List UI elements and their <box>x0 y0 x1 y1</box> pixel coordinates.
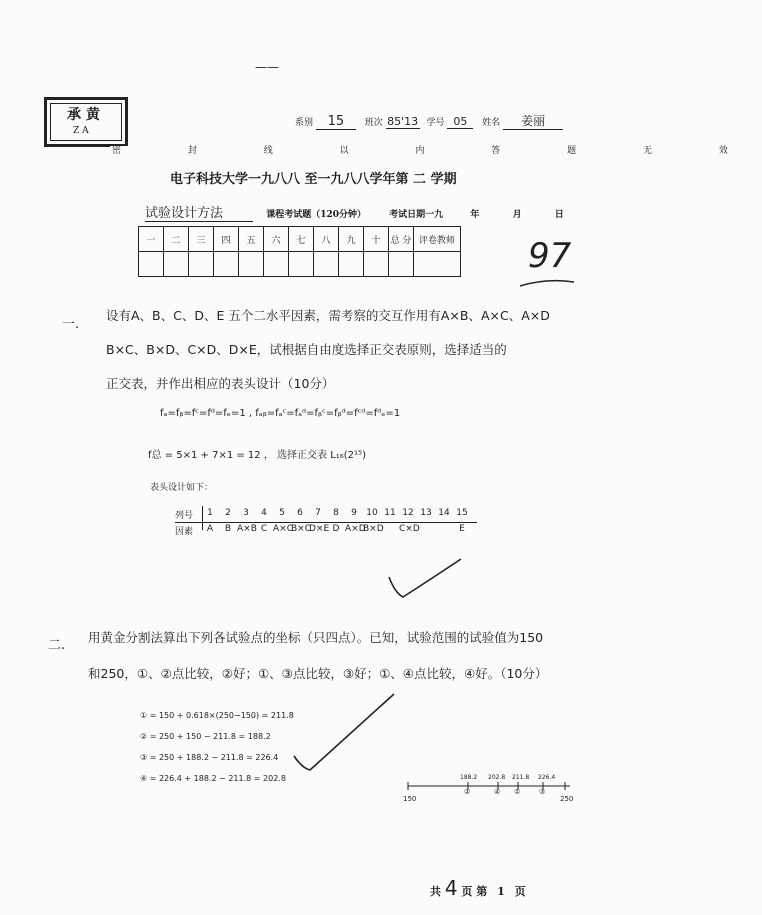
class-value: 85'13 <box>387 115 419 128</box>
score-header: 二 <box>164 227 189 252</box>
q2-line1: 用黄金分割法算出下列各试验点的坐标（只四点）。已知，试验范围的试验值为150 <box>88 630 544 645</box>
design-col: 13 <box>420 508 432 518</box>
axis-point-label: 226.4 <box>538 774 556 781</box>
name-value: 姜丽 <box>503 112 563 130</box>
axis-point-label: 202.8 <box>488 774 506 781</box>
design-col: 6 <box>297 508 303 518</box>
design-factor: A×C <box>273 524 293 534</box>
score-table-value-row <box>139 252 461 277</box>
score-header: 一 <box>139 227 164 252</box>
score-header: 七 <box>289 227 314 252</box>
q1-formula2: f总 = 5×1 + 7×1 = 12 ， 选择正交表 L₁₆(2¹⁵) <box>148 450 366 461</box>
design-factor: B <box>224 524 232 534</box>
design-factor: C×D <box>399 524 420 534</box>
design-factor: D×E <box>309 524 330 534</box>
axis-end-label: 250 <box>560 795 574 803</box>
axis-point-label: 211.8 <box>512 774 530 781</box>
stamp-line2: Z A <box>73 126 89 136</box>
stamp-line1: 承 黄 <box>67 107 100 123</box>
q2-line2: 和250，①、②点比较，②好；①、③点比较，③好；①、④点比较，④好。（10分） <box>88 666 548 681</box>
design-col: 8 <box>333 508 339 518</box>
design-factor <box>435 524 453 537</box>
course-name: 试验设计方法 <box>145 202 253 222</box>
design-factor: D <box>332 524 340 534</box>
dept-label: 系别 <box>295 118 314 128</box>
score-underline <box>518 276 578 290</box>
score-cell <box>214 252 239 277</box>
top-mark: —— <box>255 60 279 74</box>
design-divider <box>202 506 203 530</box>
design-col: 3 <box>243 508 249 518</box>
score-cell <box>364 252 389 277</box>
score-header: 八 <box>314 227 339 252</box>
design-col: 10 <box>366 508 378 518</box>
id-value: 05 <box>447 115 473 129</box>
score-header: 四 <box>214 227 239 252</box>
footer-page-suffix: 页 <box>514 885 526 898</box>
dept-value: 15 <box>316 114 356 130</box>
class-label: 班次 <box>364 118 383 128</box>
axis-point-mark: ④ <box>494 788 501 796</box>
exam-title: 电子科技大学一九八八 至一九八八学年第 二 学期 <box>170 172 457 187</box>
design-factor: C <box>260 524 268 534</box>
score-table-header-row <box>139 227 461 252</box>
score-cell <box>414 252 461 277</box>
score-cell <box>264 252 289 277</box>
design-col: 4 <box>261 508 267 518</box>
design-col: 14 <box>438 508 450 518</box>
q1-formula1: fₐ=fᵦ=fᶜ=fᵈ=fₑ=1 , fₐᵦ=fₐᶜ=fₐᵈ=fᵦᶜ=fᵦᵈ=fᶜᵈ=fᵈₑ=1 <box>160 408 401 419</box>
q1-line3: 正交表，并作出相应的表头设计（10分） <box>106 376 335 391</box>
q2-calc-4: ④ = 226.4 + 188.2 − 211.8 = 202.8 <box>140 774 286 783</box>
design-col: 1 <box>207 508 213 518</box>
name-label: 姓名 <box>482 118 501 128</box>
q1-design-label: 表头设计如下： <box>150 483 214 493</box>
score-cell <box>314 252 339 277</box>
score-header: 三 <box>189 227 214 252</box>
score-header: 总 分 <box>389 227 414 252</box>
axis-start-label: 150 <box>403 795 417 803</box>
score-header: 评卷教师 <box>414 227 461 252</box>
score-cell <box>189 252 214 277</box>
grading-check-icon <box>290 690 400 775</box>
score-cell <box>389 252 414 277</box>
q1-number: 一. <box>62 317 80 332</box>
design-factor: A×D <box>345 524 366 534</box>
design-col: 11 <box>384 508 396 518</box>
grading-check-icon <box>385 555 465 605</box>
exam-stamp <box>44 97 128 147</box>
score-header: 九 <box>339 227 364 252</box>
axis-point-mark: ③ <box>539 788 546 796</box>
design-factor: A <box>206 524 214 534</box>
design-factor: E <box>459 524 465 534</box>
axis-point-mark: ② <box>464 788 471 796</box>
exam-year: 年 <box>470 210 480 220</box>
axis-point-mark: ① <box>514 788 521 796</box>
page-footer <box>430 876 526 900</box>
axis-point-label: 188.2 <box>460 774 478 781</box>
score-cell <box>164 252 189 277</box>
design-col-label: 列号 <box>175 511 194 521</box>
q2-calculations <box>140 705 294 789</box>
score-header: 六 <box>264 227 289 252</box>
design-col: 5 <box>279 508 285 518</box>
q2-calc-3: ③ = 250 + 188.2 − 211.8 = 226.4 <box>140 753 279 762</box>
score-header: 十 <box>364 227 389 252</box>
design-column-row <box>175 508 477 521</box>
total-score: 97 <box>528 236 572 276</box>
score-table <box>138 226 461 277</box>
design-col: 12 <box>402 508 414 518</box>
score-header: 五 <box>239 227 264 252</box>
design-col: 7 <box>315 508 321 518</box>
design-col: 9 <box>351 508 357 518</box>
design-factor: B×C <box>291 524 311 534</box>
q2-number: 二. <box>48 638 66 653</box>
footer-total-pages: 4 <box>444 876 458 900</box>
design-col: 15 <box>456 508 468 518</box>
student-info <box>295 112 563 130</box>
design-factor <box>417 524 435 537</box>
exam-day: 日 <box>554 210 564 220</box>
course-label: 课程考试题（120分钟） <box>266 210 366 220</box>
exam-date-label: 考试日期一九 <box>389 210 444 220</box>
score-cell <box>339 252 364 277</box>
q1-line2: B×C、B×D、C×D、D×E，试根据自由度选择正交表原则，选择适当的 <box>106 342 507 357</box>
footer-total-label: 共 <box>430 885 441 898</box>
score-cell <box>239 252 264 277</box>
seal-line-text: 密 封 线 以 内 答 题 无 效 <box>112 146 760 156</box>
score-cell <box>289 252 314 277</box>
exam-month: 月 <box>512 210 522 220</box>
header-design-table <box>175 508 477 537</box>
course-line <box>145 202 564 222</box>
id-label: 学号 <box>426 118 445 128</box>
score-cell <box>139 252 164 277</box>
design-factor: A×B <box>237 524 257 534</box>
q1-line1: 设有A、B、C、D、E 五个二水平因素，需考察的交互作用有A×B、A×C、A×D <box>106 308 550 323</box>
q2-calc-1: ① = 150 + 0.618×(250−150) = 211.8 <box>140 711 294 720</box>
design-row-label: 因素 <box>175 527 194 537</box>
footer-page-num: 1 <box>497 885 505 898</box>
q2-calc-2: ② = 250 + 150 − 211.8 = 188.2 <box>140 732 271 741</box>
design-factor-row <box>175 524 477 537</box>
design-factor: B×D <box>363 524 384 534</box>
footer-page-label: 页 第 <box>461 885 488 898</box>
design-col: 2 <box>225 508 231 518</box>
design-factor <box>381 524 399 537</box>
